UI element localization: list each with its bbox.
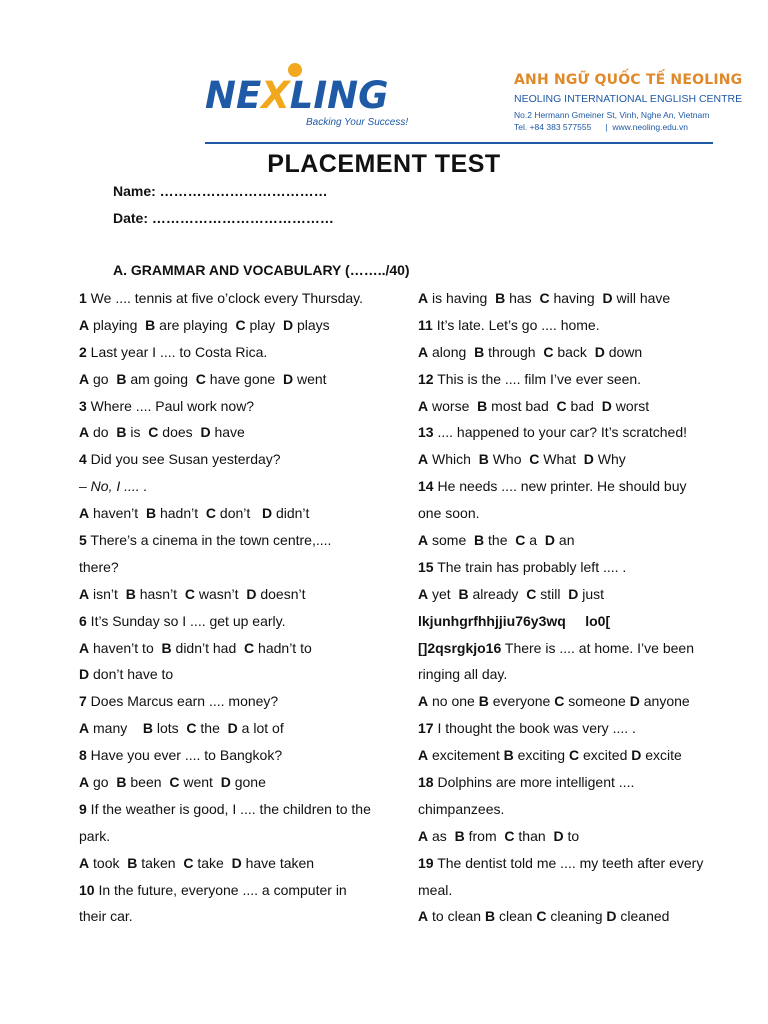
name-field: Name: ……………………………… (113, 183, 328, 199)
line-text: In the future, everyone .... a computer in (94, 881, 347, 898)
test-line (79, 796, 404, 823)
line-label: lkjunhgrfhhjjiu76y3wq lo0[ (418, 612, 611, 629)
line-text: don’t (216, 505, 262, 522)
line-text: It’s late. Let’s go .... home. (432, 316, 600, 333)
line-label: A (418, 290, 429, 306)
line-label: A (79, 720, 90, 737)
line-text: excited (579, 747, 632, 764)
line-label: C (205, 505, 217, 522)
test-line (79, 419, 404, 446)
line-text: Have you ever .... to Bangkok? (86, 747, 283, 764)
line-label: B (477, 397, 488, 414)
line-text: do (89, 424, 117, 441)
line-label: B (161, 639, 172, 656)
line-text: cleaning (546, 908, 607, 925)
line-text: haven’t (89, 505, 146, 522)
line-label: A (418, 532, 429, 549)
line-text: are playing (155, 316, 236, 333)
line-text: a lot of (237, 720, 284, 737)
line-label: C (195, 370, 206, 387)
line-text: a (525, 532, 545, 549)
test-line (418, 850, 748, 877)
line-text: some (428, 532, 475, 549)
line-label: B (125, 585, 136, 602)
line-text: someone (564, 693, 630, 710)
test-line (79, 608, 404, 635)
line-text: We .... tennis at five o’clock every Thursday. (86, 290, 364, 306)
test-line (79, 742, 404, 769)
line-label: 14 (418, 478, 434, 495)
line-text: down (604, 343, 643, 360)
line-label: D (231, 854, 242, 871)
line-label: 12 (418, 370, 434, 387)
test-line (418, 661, 748, 688)
line-label: A (79, 505, 90, 522)
line-label: []2qsrgkjo16 (418, 639, 502, 656)
line-label: D (568, 585, 579, 602)
line-label: 13 (418, 424, 434, 441)
test-line (418, 635, 748, 662)
line-text: is having (428, 290, 496, 306)
test-line (418, 419, 748, 446)
line-text: excite (641, 747, 682, 764)
line-text: The dentist told me .... my teeth after every (433, 854, 704, 871)
line-text: cleaned (616, 908, 670, 925)
line-label: C (526, 585, 537, 602)
line-text: hasn’t (135, 585, 185, 602)
line-text: has (505, 290, 540, 306)
line-text: isn’t (89, 585, 126, 602)
test-line (418, 500, 748, 527)
line-label: 8 (79, 747, 87, 764)
line-text: still (536, 585, 569, 602)
line-label: B (503, 747, 514, 764)
line-text: What (539, 451, 584, 468)
line-label: B (484, 908, 496, 925)
logo-part-ling: LING (289, 74, 389, 117)
test-line (79, 688, 404, 715)
line-text: anyone (639, 693, 690, 710)
line-text: everyone (488, 693, 555, 710)
line-label: C (169, 774, 180, 791)
line-text: He needs .... new printer. He should buy (433, 478, 687, 495)
line-label: B (116, 424, 127, 441)
test-line (418, 285, 748, 312)
line-label: A (79, 585, 90, 602)
line-text: go (89, 370, 117, 387)
line-label: C (148, 424, 159, 441)
test-line (418, 446, 748, 473)
line-label: C (504, 827, 515, 844)
line-text: most bad (487, 397, 557, 414)
test-line (79, 823, 404, 850)
test-line (79, 554, 404, 581)
line-label: C (539, 290, 550, 306)
line-text: worst (611, 397, 650, 414)
line-text: the (196, 720, 228, 737)
line-label: B (474, 343, 485, 360)
line-text: worse (428, 397, 478, 414)
test-line (418, 393, 748, 420)
line-label: B (495, 290, 506, 306)
line-label: B (474, 532, 485, 549)
line-label: B (454, 827, 465, 844)
line-text: Where .... Paul work now? (86, 397, 255, 414)
line-label: 2 (79, 343, 87, 360)
line-text: an (555, 532, 575, 549)
line-label: D (553, 827, 564, 844)
test-line (418, 527, 748, 554)
line-label: A (79, 639, 90, 656)
line-text: will have (612, 290, 671, 306)
test-line (418, 554, 748, 581)
line-label: A (418, 451, 429, 468)
line-text: play (245, 316, 283, 333)
line-label: D (227, 720, 238, 737)
line-label: B (116, 774, 127, 791)
line-label: A (418, 343, 429, 360)
line-label: 6 (79, 612, 87, 629)
line-text: along (428, 343, 475, 360)
line-text: their car. (79, 908, 133, 925)
logo-slogan: Backing Your Success! (306, 117, 409, 128)
line-text: to clean (428, 908, 485, 925)
line-label: D (606, 908, 617, 925)
line-label: 18 (418, 774, 434, 791)
line-label: 7 (79, 693, 87, 710)
line-text: back (553, 343, 595, 360)
line-text: The train has probably left .... . (433, 558, 627, 575)
line-label: A (79, 316, 90, 333)
line-text: park. (79, 827, 111, 844)
line-text: Dolphins are more intelligent .... (433, 774, 635, 791)
line-label: B (458, 585, 469, 602)
line-text: chimpanzees. (418, 800, 505, 817)
line-text: Which (428, 451, 479, 468)
line-label: D (544, 532, 556, 549)
line-text: just (578, 585, 605, 602)
line-label: C (186, 720, 197, 737)
test-line (79, 366, 404, 393)
date-field: Date: ………………………………… (113, 210, 334, 226)
line-label: D (601, 397, 612, 414)
line-label: 9 (79, 800, 87, 817)
test-line (418, 473, 748, 500)
line-text: many (89, 720, 143, 737)
line-text: went (293, 370, 327, 387)
line-text: have gone (205, 370, 283, 387)
section-heading: A. GRAMMAR AND VOCABULARY (……../40) (113, 262, 410, 278)
line-text: This is the .... film I’ve ever seen. (433, 370, 642, 387)
line-label: A (79, 854, 90, 871)
line-text: doesn’t (256, 585, 306, 602)
line-text: .... happened to your car? It’s scratched! (433, 424, 688, 441)
line-text: am going (126, 370, 196, 387)
line-text: If the weather is good, I .... the children to the (86, 800, 371, 817)
centre-contact: Tel. +84 383 577555 | www.neoling.edu.vn (514, 122, 688, 132)
line-text: as (428, 827, 455, 844)
line-label: 10 (79, 881, 95, 898)
header-divider (205, 142, 713, 144)
test-line (79, 393, 404, 420)
line-text: Does Marcus earn .... money? (86, 693, 279, 710)
line-text: through (484, 343, 544, 360)
line-text: meal. (418, 881, 453, 898)
test-line (418, 581, 748, 608)
line-text: bad (566, 397, 602, 414)
test-line (418, 823, 748, 850)
line-label: C (184, 585, 195, 602)
logo-part-ne: NE (205, 74, 262, 117)
line-text: lots (152, 720, 187, 737)
line-label: D (594, 343, 605, 360)
line-label: D (602, 290, 613, 306)
line-text: There’s a cinema in the town centre,.... (86, 532, 332, 549)
line-text: hadn’t (156, 505, 206, 522)
line-label: D (629, 693, 640, 710)
line-text: I thought the book was very .... . (433, 720, 636, 737)
line-text: exciting (513, 747, 569, 764)
line-text: There is .... at home. I’ve been (501, 639, 694, 656)
line-label: B (145, 316, 156, 333)
line-text: go (89, 774, 117, 791)
line-label: A (418, 397, 429, 414)
line-label: B (478, 451, 489, 468)
line-label: A (418, 693, 429, 710)
centre-address: No.2 Hermann Gmeiner St, Vinh, Nghe An, Vietnam (514, 110, 710, 120)
line-text: there? (79, 558, 119, 575)
line-text: Last year I .... to Costa Rica. (86, 343, 268, 360)
line-label: B (142, 720, 153, 737)
line-label: B (116, 370, 127, 387)
line-text: already (468, 585, 527, 602)
line-text: no one (428, 693, 479, 710)
line-label: 11 (418, 316, 433, 333)
line-text: – No, I .... . (79, 478, 148, 495)
test-line (79, 769, 404, 796)
line-label: D (282, 370, 294, 387)
line-text: It’s Sunday so I .... get up early. (86, 612, 286, 629)
line-label: D (261, 505, 273, 522)
test-line (79, 446, 404, 473)
line-text: plays (293, 316, 330, 333)
line-label: C (529, 451, 540, 468)
line-text: yet (428, 585, 459, 602)
test-line (418, 339, 748, 366)
test-line (79, 285, 404, 312)
logo-wordmark (205, 74, 388, 117)
test-line (79, 500, 404, 527)
line-label: D (79, 666, 90, 683)
line-label: 4 (79, 451, 87, 468)
line-text: does (158, 424, 201, 441)
line-label: D (246, 585, 257, 602)
centre-name-vietnamese: ANH NGỮ QUỐC TẾ NEOLING (514, 72, 743, 88)
line-text: took (89, 854, 128, 871)
line-label: A (79, 774, 90, 791)
line-text: Why (593, 451, 626, 468)
page-title: PLACEMENT TEST (267, 150, 501, 178)
line-label: 17 (418, 720, 434, 737)
line-text: having (549, 290, 603, 306)
line-label: 5 (79, 532, 87, 549)
line-text: than (514, 827, 554, 844)
test-line (79, 715, 404, 742)
line-label: D (220, 774, 231, 791)
line-label: 19 (418, 854, 434, 871)
test-line (79, 661, 404, 688)
line-label: D (282, 316, 294, 333)
test-line (79, 877, 404, 904)
line-text: went (179, 774, 221, 791)
line-label: A (79, 370, 90, 387)
line-label: 3 (79, 397, 87, 414)
test-line (79, 473, 404, 500)
line-label: C (244, 639, 255, 656)
line-text: is (126, 424, 149, 441)
line-text: didn’t had (171, 639, 245, 656)
test-line (79, 312, 404, 339)
line-label: A (418, 585, 429, 602)
right-column (418, 285, 748, 930)
line-label: B (127, 854, 138, 871)
test-line (418, 769, 748, 796)
line-text: have (210, 424, 245, 441)
test-line (418, 715, 748, 742)
line-text: from (464, 827, 505, 844)
line-label: A (418, 908, 429, 925)
line-label: C (543, 343, 554, 360)
line-label: A (79, 424, 90, 441)
line-text: one soon. (418, 505, 480, 522)
test-line (418, 742, 748, 769)
line-label: C (556, 397, 567, 414)
line-text: excitement (428, 747, 504, 764)
line-text: playing (89, 316, 146, 333)
test-line (418, 608, 748, 635)
test-line (79, 527, 404, 554)
line-label: B (145, 505, 157, 522)
test-line (418, 366, 748, 393)
line-text: wasn’t (194, 585, 247, 602)
line-text: have taken (241, 854, 315, 871)
test-line (79, 850, 404, 877)
line-label: D (200, 424, 211, 441)
line-label: C (515, 532, 526, 549)
logo-part-x: X (261, 74, 290, 117)
left-column (79, 285, 404, 930)
test-line (418, 688, 748, 715)
line-text: taken (137, 854, 184, 871)
line-text: hadn’t to (254, 639, 312, 656)
line-label: D (583, 451, 594, 468)
line-text: Who (488, 451, 530, 468)
line-label: A (418, 827, 429, 844)
line-label: B (478, 693, 489, 710)
line-text: clean (495, 908, 537, 925)
test-line (79, 581, 404, 608)
line-text: didn’t (272, 505, 310, 522)
test-line (418, 796, 748, 823)
test-line (79, 903, 404, 930)
line-text: Did you see Susan yesterday? (86, 451, 281, 468)
line-text: haven’t to (89, 639, 162, 656)
line-text: been (126, 774, 170, 791)
test-line (79, 635, 404, 662)
line-text: gone (230, 774, 266, 791)
line-label: C (568, 747, 580, 764)
line-label: C (235, 316, 246, 333)
line-text: take (193, 854, 232, 871)
line-label: C (536, 908, 547, 925)
line-text: don’t have to (89, 666, 174, 683)
line-label: A (418, 747, 429, 764)
line-label: C (554, 693, 565, 710)
line-label: D (631, 747, 642, 764)
line-label: 15 (418, 558, 434, 575)
line-label: 1 (79, 290, 87, 306)
test-line (418, 312, 748, 339)
test-line (418, 903, 748, 930)
line-text: to (563, 827, 580, 844)
line-label: C (183, 854, 194, 871)
centre-name-english: NEOLING INTERNATIONAL ENGLISH CENTRE (514, 93, 743, 105)
line-text: ringing all day. (418, 666, 508, 683)
line-text: the (484, 532, 516, 549)
test-line (79, 339, 404, 366)
test-line (418, 877, 748, 904)
